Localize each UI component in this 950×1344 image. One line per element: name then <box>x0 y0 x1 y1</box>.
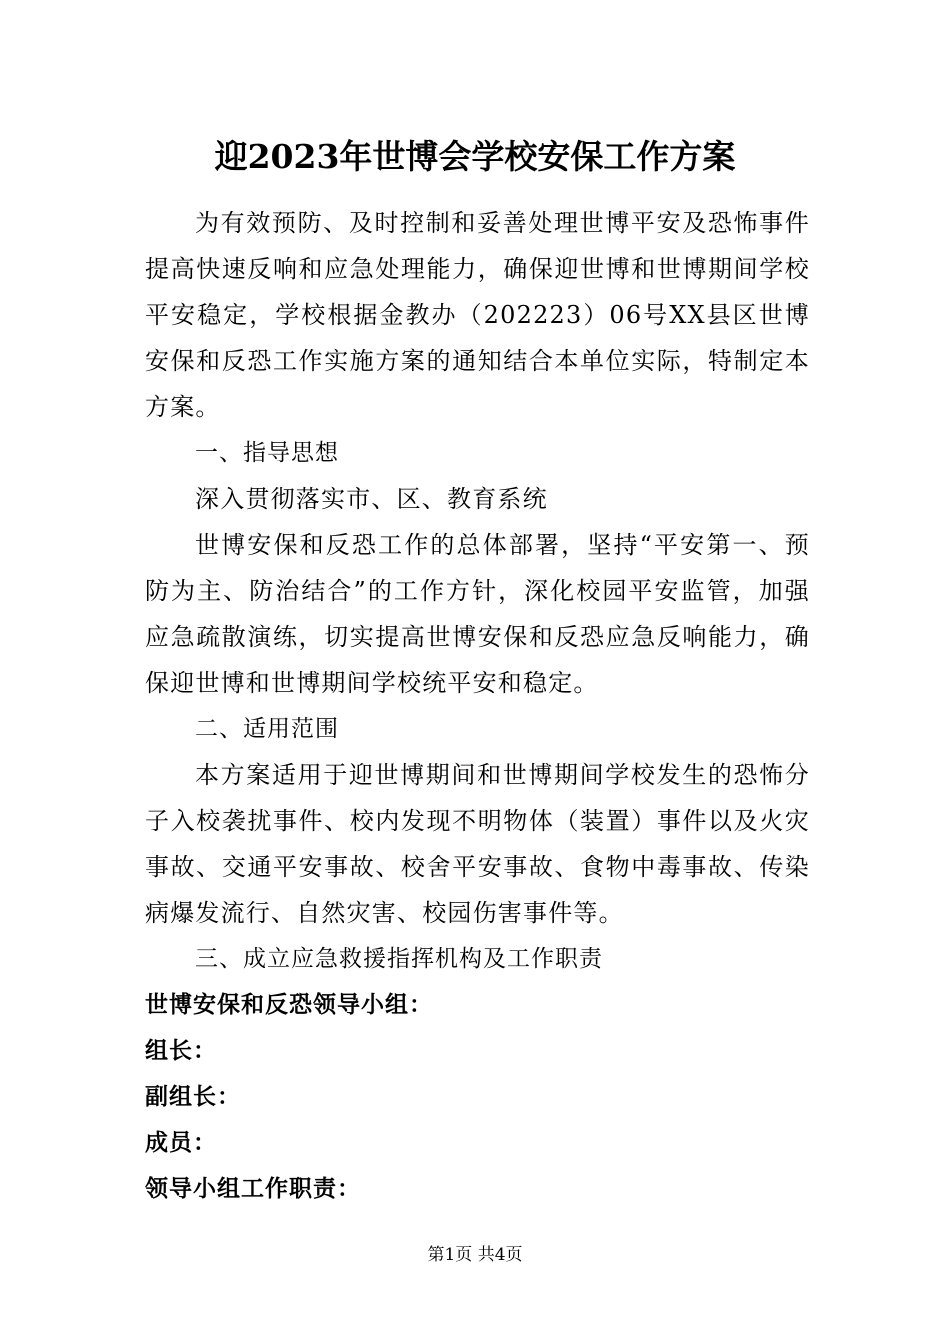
group-leader-label: 组长： <box>145 1038 217 1064</box>
section-heading-command-structure: 三、成立应急救援指挥机构及工作职责 <box>195 946 603 972</box>
section-heading-scope: 二、适用范围 <box>195 716 339 742</box>
guiding-ideology-line: 深入贯彻落实市、区、教育系统 <box>195 485 548 513</box>
section-heading-guiding-ideology: 一、指导思想 <box>195 440 339 466</box>
group-duties-label: 领导小组工作职责： <box>145 1176 361 1202</box>
page-footer: 第1页 共4页 <box>427 1245 523 1265</box>
intro-paragraph: 为有效预防、及时控制和妥善处理世博平安及恐怖事件提高快速反响和应急处理能力，确保迎世博和世博期间学校平安稳定，学校根据金教办（202223）06号XX县区世博安保和反恐工作实施方案的通知结合本单位实际，特制定本方案。 <box>145 209 810 421</box>
scope-paragraph: 本方案适用于迎世博期间和世博期间学校发生的恐怖分子入校袭扰事件、校内发现不明物体（装置）事件以及火灾事故、交通平安事故、校舍平安事故、食物中毒事故、传染病爆发流行、自然灾害、校园伤害事件等。 <box>145 761 810 927</box>
deputy-leader-label: 副组长： <box>145 1084 241 1110</box>
document-body <box>145 200 810 1212</box>
guiding-ideology-paragraph: 世博安保和反恐工作的总体部署，坚持“平安第一、预防为主、防治结合”的工作方针，深化校园平安监管，加强应急疏散演练，切实提高世博安保和反恐应急反响能力，确保迎世博和世博期间学校统平安和稳定。 <box>145 531 810 697</box>
leadership-group-label: 世博安保和反恐领导小组： <box>145 992 433 1018</box>
members-label: 成员： <box>145 1130 217 1156</box>
document-title: 迎2023年世博会学校安保工作方案 <box>214 137 736 176</box>
